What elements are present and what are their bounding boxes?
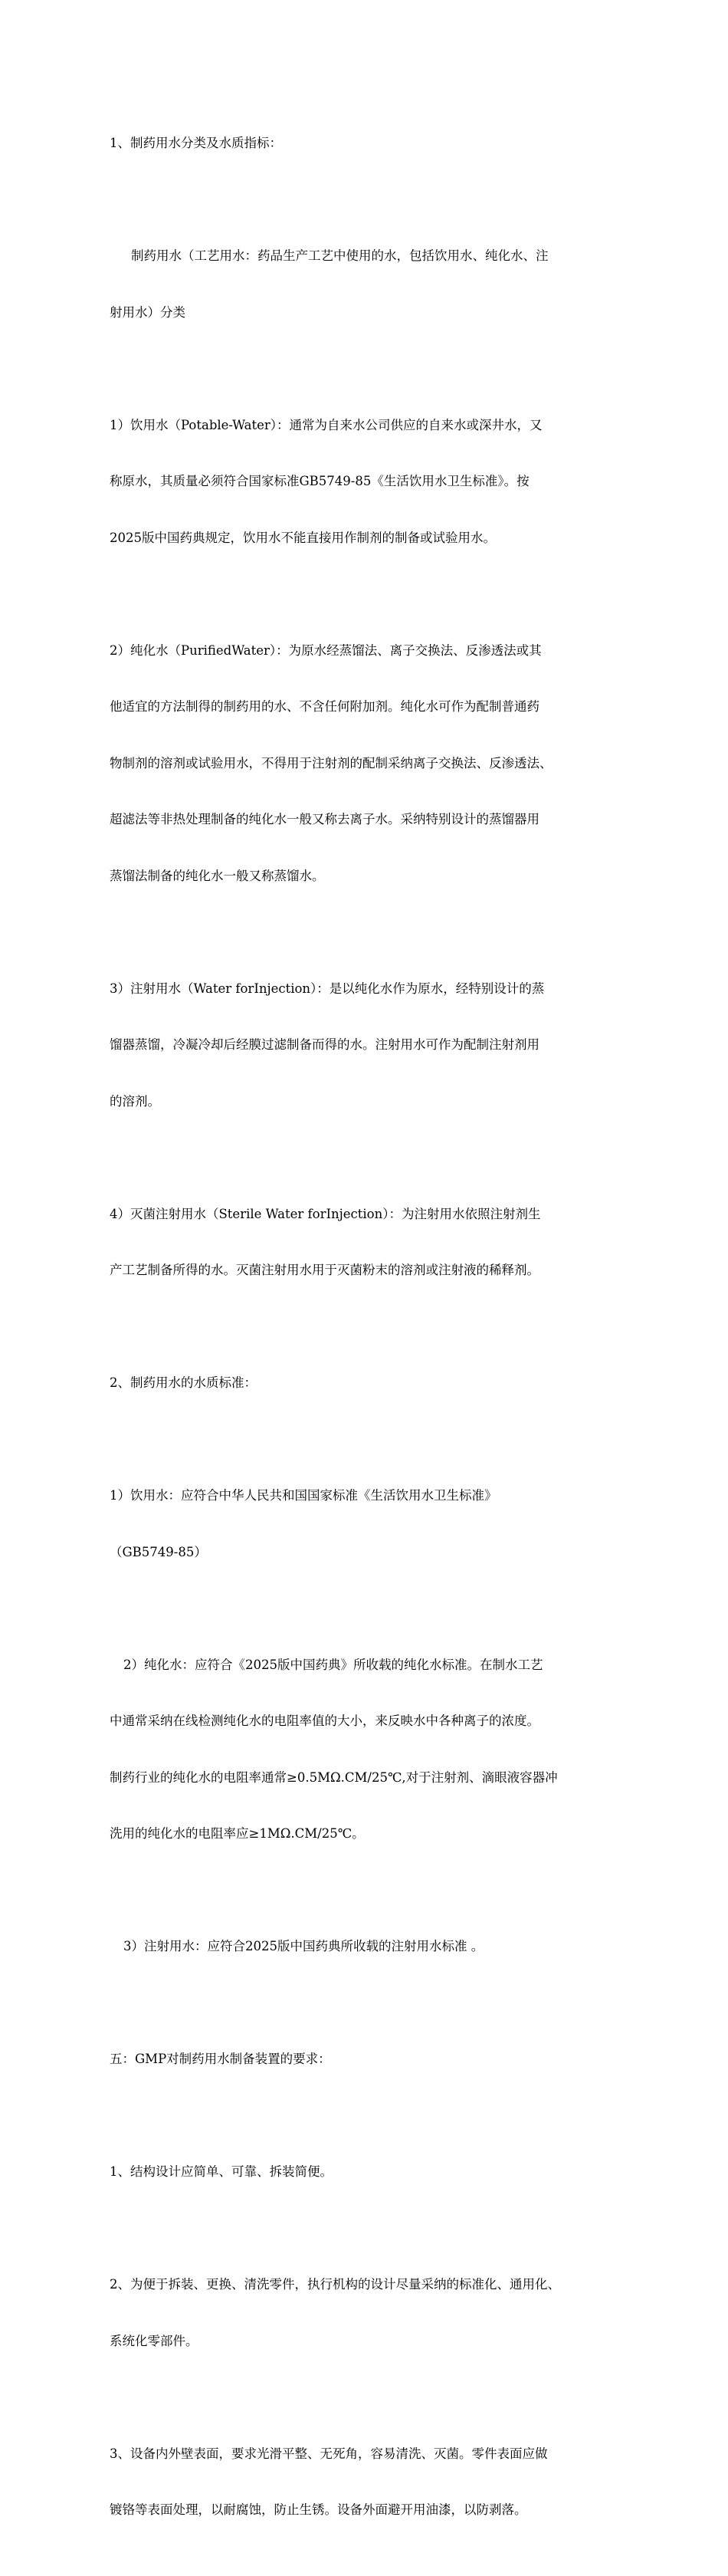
paragraph-sterile-water (110, 1168, 627, 1318)
section-heading-5 (110, 2013, 627, 2107)
paragraph-requirement-2 (110, 2238, 627, 2388)
text-line: 五：GMP对制药用水制备装置的要求： (110, 2052, 331, 2066)
text-line: 蒸馏法制备的纯化水一般又称蒸馏水。 (110, 868, 325, 883)
text-line: 镀铬等表面处理，以耐腐蚀，防止生锈。设备外面避开用油漆，以防剥落。 (110, 2502, 527, 2517)
text-line: 3、设备内外壁表面，要求光滑平整、无死角，容易清洗、灭菌。零件表面应做 (110, 2446, 548, 2461)
text-line: 的溶剂。 (110, 1093, 160, 1109)
text-line: 他适宜的方法制得的制药用的水、不含任何附加剂。纯化水可作为配制普通药 (110, 699, 539, 714)
text-line: 超滤法等非热处理制备的纯化水一般又称去离子水。采纳特别设计的蒸馏器用 (110, 812, 539, 826)
text-line: 系统化零部件。 (110, 2333, 198, 2348)
paragraph-requirement-1 (110, 2125, 627, 2220)
paragraph-requirement-3 (110, 2407, 627, 2558)
text-line: 2）纯化水（PurifiedWater）：为原水经蒸馏法、离子交换法、反渗透法或其 (110, 642, 542, 658)
text-line: 2）纯化水：应符合《2025版中国药典》所收载的纯化水标准。在制水工艺 (123, 1657, 543, 1672)
section-heading-2 (110, 1336, 627, 1431)
text-line: 4）灭菌注射用水（Sterile Water forInjection）：为注射用水依照注射剂生 (110, 1206, 541, 1221)
text-line: 3）注射用水（Water forInjection）：是以纯化水作为原水，经特别设计的蒸 (110, 981, 545, 996)
text-line: （GB5749-85） (110, 1544, 207, 1559)
text-line: 馏器蒸馏，冷凝冷却后经膜过滤制备而得的水。注射用水可作为配制注射剂用 (110, 1037, 539, 1052)
text-line: 产工艺制备所得的水。灭菌注射用水用于灭菌粉末的溶剂或注射液的稀释剂。 (110, 1263, 539, 1277)
text-line: 射用水）分类 (110, 304, 185, 320)
text-line: 2025版中国药典规定，饮用水不能直接用作制剂的制备或试验用水。 (110, 530, 496, 545)
paragraph-standard-potable (110, 1449, 627, 1599)
text-line: 2、为便于拆装、更换、清洗零件，执行机构的设计尽量采纳的标准化、通用化、 (110, 2277, 560, 2292)
paragraph-standard-injection (110, 1900, 627, 1994)
paragraph-standard-purified (110, 1618, 627, 1881)
text-line: 2、制药用水的水质标准： (110, 1375, 257, 1390)
text-line: 1、结构设计应简单、可靠、拆装简便。 (110, 2164, 333, 2179)
text-line: 称原水，其质量必须符合国家标准GB5749-85《生活饮用水卫生标准》。按 (110, 474, 530, 488)
text-line: 1）饮用水（Potable-Water）：通常为自来水公司供应的自来水或深井水，又 (110, 417, 543, 432)
text-line: 1、制药用水分类及水质指标： (110, 136, 282, 150)
paragraph-classification-intro (110, 209, 627, 360)
section-heading-1 (110, 97, 627, 191)
text-line: 3）注射用水：应符合2025版中国药典所收载的注射用水标准 。 (123, 1939, 484, 1953)
paragraph-water-for-injection (110, 942, 627, 1149)
document-body (110, 97, 627, 2576)
text-line: 洗用的纯化水的电阻率应≥1MΩ.CM/25℃。 (110, 1826, 365, 1841)
paragraph-potable-water (110, 379, 627, 586)
text-line: 1）饮用水：应符合中华人民共和国国家标准《生活饮用水卫生标准》 (110, 1488, 497, 1503)
text-line: 制药用水（工艺用水：药品生产工艺中使用的水，包括饮用水、纯化水、注 (131, 248, 549, 263)
paragraph-purified-water (110, 604, 627, 924)
text-line: 物制剂的溶剂或试验用水，不得用于注射剂的配制采纳离子交换法、反渗透法、 (110, 755, 553, 770)
text-line: 制药行业的纯化水的电阻率通常≥0.5MΩ.CM/25℃,对于注射剂、滴眼液容器冲 (110, 1769, 558, 1785)
text-line: 中通常采纳在线检测纯化水的电阻率值的大小，来反映水中各种离子的浓度。 (110, 1714, 539, 1728)
